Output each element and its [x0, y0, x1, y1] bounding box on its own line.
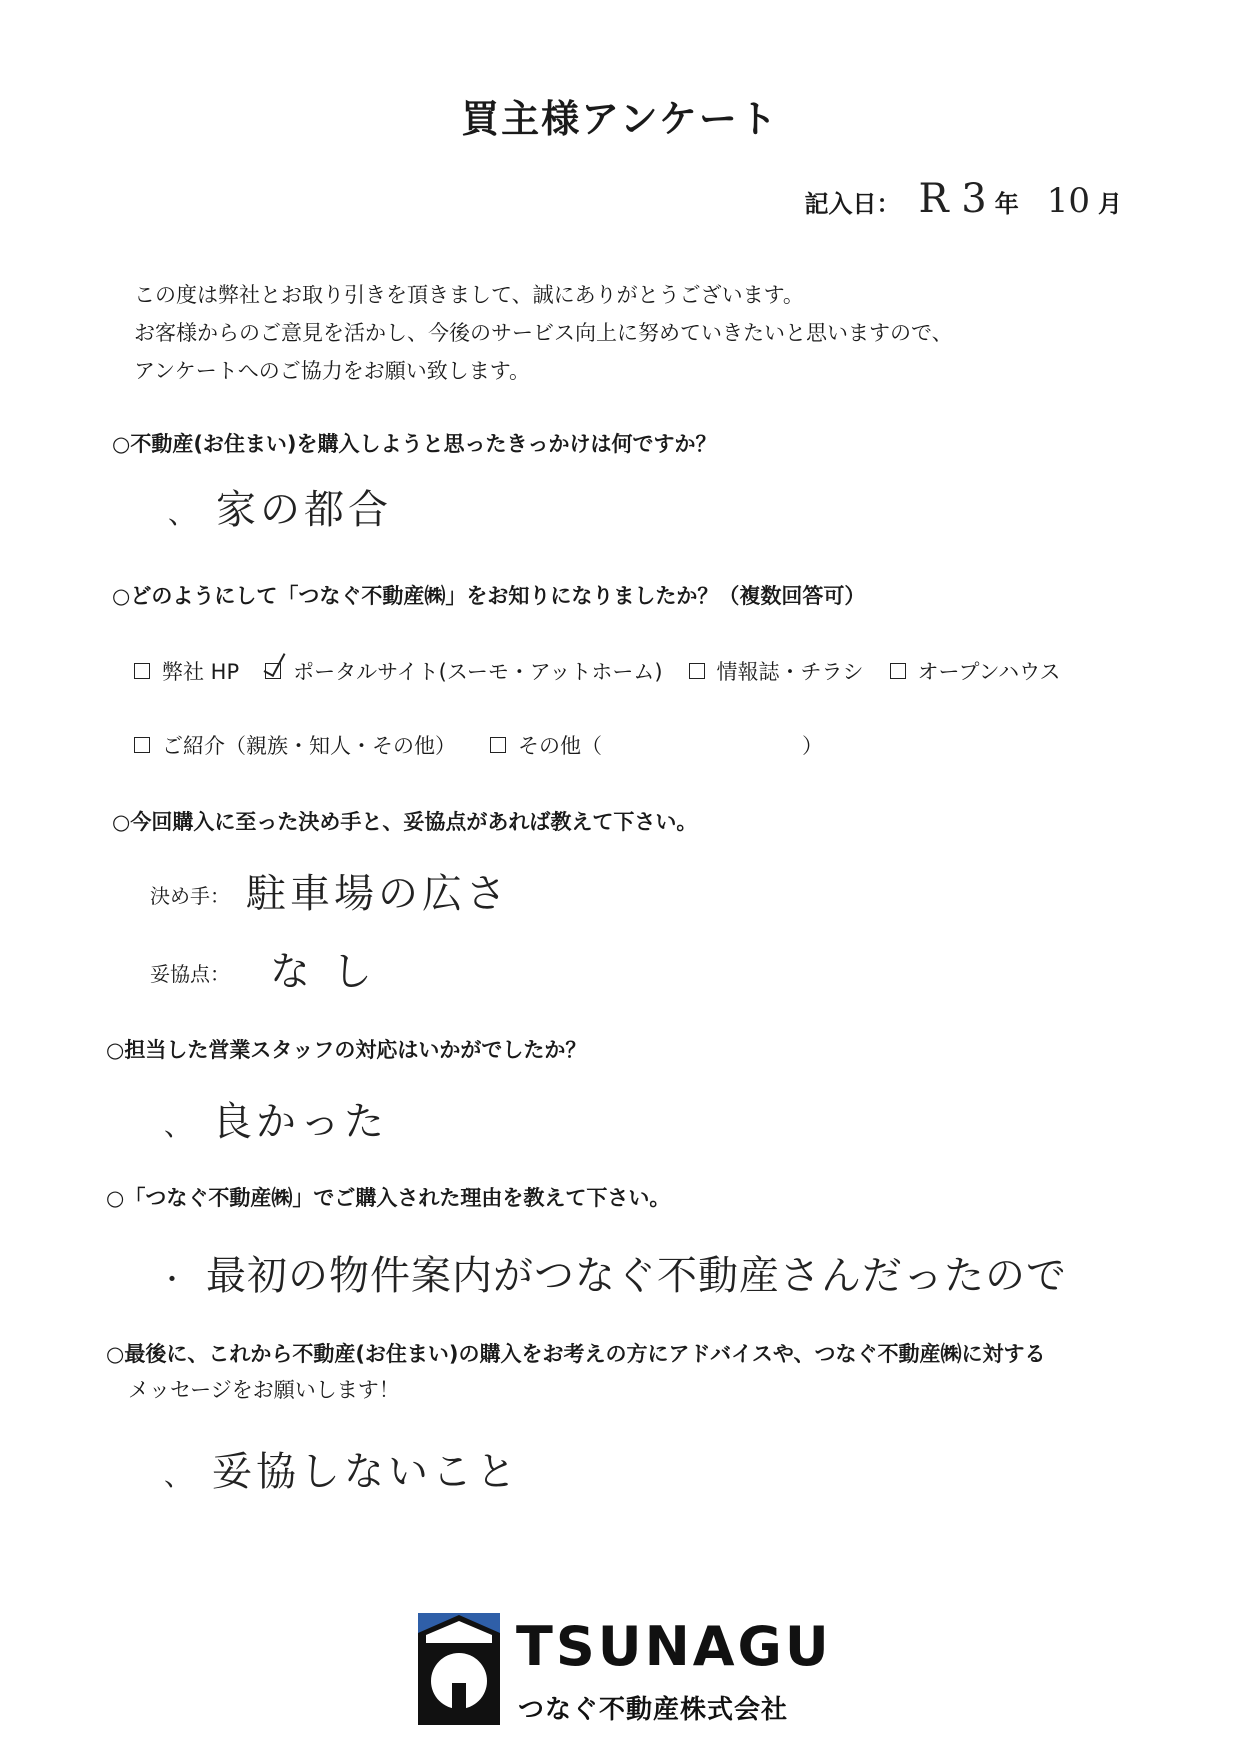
options-row-2: [134, 730, 849, 760]
date-label: 記入日：: [804, 190, 901, 218]
intro-text: [134, 276, 953, 390]
answer-text: 家の都合: [216, 487, 393, 533]
decider-label: 決め手：: [150, 884, 230, 908]
logo-brand: TSUNAGU: [516, 1615, 832, 1678]
bullet-mark: 、: [164, 1109, 193, 1142]
question-decider: ○今回購入に至った決め手と、妥協点があれば教えて下さい。: [112, 810, 698, 834]
checkbox[interactable]: [490, 737, 506, 753]
answer-text: 妥協しないこと: [212, 1449, 521, 1495]
entry-date: [804, 176, 1122, 222]
answer-advice: [164, 1440, 520, 1497]
compromise-answer: なし: [270, 949, 394, 995]
options-row-1: [134, 656, 1087, 686]
option-referral[interactable]: ご紹介（親族・知人・その他）: [134, 730, 456, 760]
date-year-unit: 年: [994, 190, 1019, 218]
option-magazine-flyer[interactable]: 情報誌・チラシ: [689, 656, 864, 686]
checkbox[interactable]: [134, 663, 150, 679]
bullet-mark: ・: [158, 1263, 187, 1296]
date-era-year: R 3: [918, 176, 987, 222]
checkbox[interactable]: [134, 737, 150, 753]
checkbox-checked[interactable]: [265, 663, 281, 679]
answer-text: 最初の物件案内がつなぐ不動産さんだったので: [206, 1253, 1068, 1299]
question-staff: ○担当した営業スタッフの対応はいかがでしたか？: [106, 1038, 587, 1062]
answer-text: 良かった: [212, 1099, 389, 1145]
answer-reason: [158, 1244, 1067, 1301]
date-month: 10: [1046, 181, 1090, 221]
question-how-known: ○どのようにして「つなぐ不動産㈱」をお知りになりましたか？（複数回答可）: [112, 584, 866, 608]
bullet-mark: 、: [164, 1459, 193, 1492]
answer-staff: [164, 1090, 388, 1147]
option-open-house[interactable]: オープンハウス: [890, 656, 1061, 686]
question-advice: ○最後に、これから不動産(お住まい)の購入をお考えの方にアドバイスや、つなぐ不動産㈱に対する: [106, 1342, 1046, 1366]
option-portal-site[interactable]: ポータルサイト(スーモ・アットホーム): [265, 656, 662, 686]
question-reason: ○「つなぐ不動産㈱」でご購入された理由を教えて下さい。: [106, 1186, 671, 1210]
option-other[interactable]: その他（ ）: [490, 730, 823, 760]
company-logo: [418, 1613, 832, 1731]
compromise-label: 妥協点：: [150, 962, 230, 986]
question-advice-line2: メッセージをお願いします！: [128, 1378, 400, 1402]
decider-answer: 駐車場の広さ: [246, 871, 510, 917]
logo-company: つなぐ不動産株式会社: [518, 1695, 789, 1725]
page-title: 買主様アンケート: [461, 97, 779, 141]
intro-line: お客様からのご意見を活かし、今後のサービス向上に努めていきたいと思いますので、: [134, 321, 953, 345]
tsunagu-logo-mark-icon: [418, 1613, 500, 1725]
checkbox[interactable]: [689, 663, 705, 679]
option-company-hp[interactable]: 弊社 HP: [134, 656, 239, 686]
date-month-unit: 月: [1098, 190, 1122, 218]
intro-line: この度は弊社とお取り引きを頂きまして、誠にありがとうございます。: [134, 283, 804, 307]
intro-line: アンケートへのご協力をお願い致します。: [134, 359, 531, 383]
checkbox[interactable]: [890, 663, 906, 679]
answer-trigger: [168, 478, 392, 535]
question-trigger: ○不動産(お住まい)を購入しようと思ったきっかけは何ですか？: [112, 432, 717, 456]
bullet-mark: 、: [168, 497, 197, 530]
